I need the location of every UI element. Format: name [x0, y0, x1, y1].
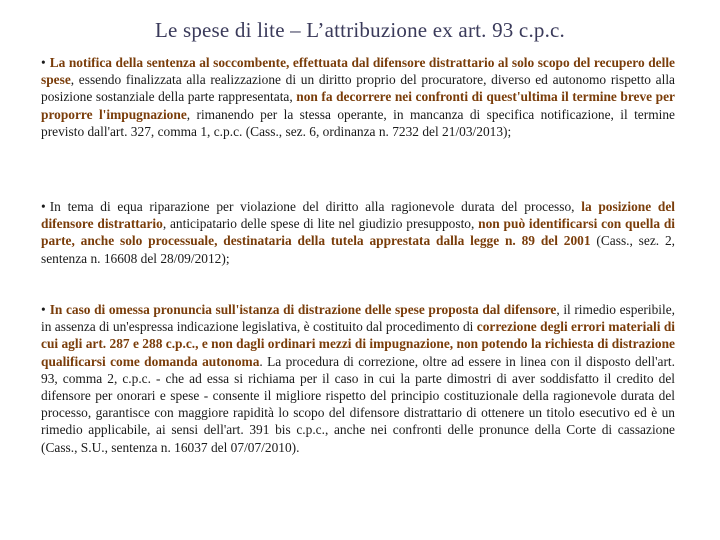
paragraph-1: [41, 54, 675, 140]
highlight-text: In caso di omessa pronuncia sull'istanza di distrazione delle spese proposta dal difensore: [49, 302, 557, 317]
paragraph-3: [41, 301, 675, 456]
highlight-text: La notifica della sentenza al soccombente, effettuata dal difensore distrattario al solo scopo del recupero delle spese: [41, 55, 675, 88]
body-text: , anticipatario delle spese di lite nel giudizio presupposto,: [162, 216, 479, 232]
highlight-text: correzione degli errori materiali di cui agli art. 287 e 288 c.p.c., e non dagli ordinari mezzi di impugnazione, non potendo la richiesta di distrazione qualificarsi come domanda autonoma: [41, 319, 676, 369]
body-text: . La procedura di correzione, oltre ad essere in linea con il disposto dell'art. 93, comma 2, c.p.c. - che ad essa si richiama per il caso in cui la parte dimostri di aver soddisfatto il credito del difensore per onorari e spese - consente il migliore rispetto del principio costituzionale della ragionevole durata del processo, garantisce con maggiore rapidità lo scopo del difensore distrattario di ottenere un titolo esecutivo ed è un rimedio applicabile, ai sensi dell'art. 391 bis c.p.c., anche nei confronti delle pronunce della Corte di cassazione (Cass., S.U., sentenza n. 16037 del 07/07/2010).: [41, 353, 675, 455]
highlight-text: non fa decorrere nei confronti di quest'ultima il termine breve per proporre l'impugnazione: [41, 89, 675, 122]
body-text: , rimanendo per la stessa operante, in mancanza di specifica notificazione, il termine previsto dall'art. 327, comma 1, c.p.c. (Cass., sez. 6, ordinanza n. 7232 del 21/03/2013);: [41, 106, 675, 139]
body-text: In tema di equa riparazione per violazione del diritto alla ragionevole durata del processo,: [49, 199, 582, 214]
body-text: , il rimedio esperibile, in assenza di un'espressa indicazione legislativa, è costituito dal procedimento di: [41, 302, 675, 335]
bullet-3: •: [41, 302, 46, 317]
bullet-1: •: [41, 55, 46, 70]
highlight-text: non può identificarsi con quella di parte, anche solo processuale, destinataria della tutela apprestata dalla legge n. 89 del 2001: [41, 216, 675, 249]
bullet-2: •: [41, 199, 46, 214]
slide-title: Le spese di lite – L’attribuzione ex art. 93 c.p.c.: [154, 18, 566, 42]
highlight-text: la posizione del difensore distrattario: [41, 199, 675, 232]
paragraph-2: [41, 198, 675, 267]
body-text: (Cass., sez. 2, sentenza n. 16608 del 28/09/2012);: [41, 233, 675, 266]
body-text: , essendo finalizzata alla realizzazione di un diritto proprio del procuratore, diverso ed autonomo rispetto alla posizione sostanziale della parte rappresentata,: [41, 72, 675, 105]
